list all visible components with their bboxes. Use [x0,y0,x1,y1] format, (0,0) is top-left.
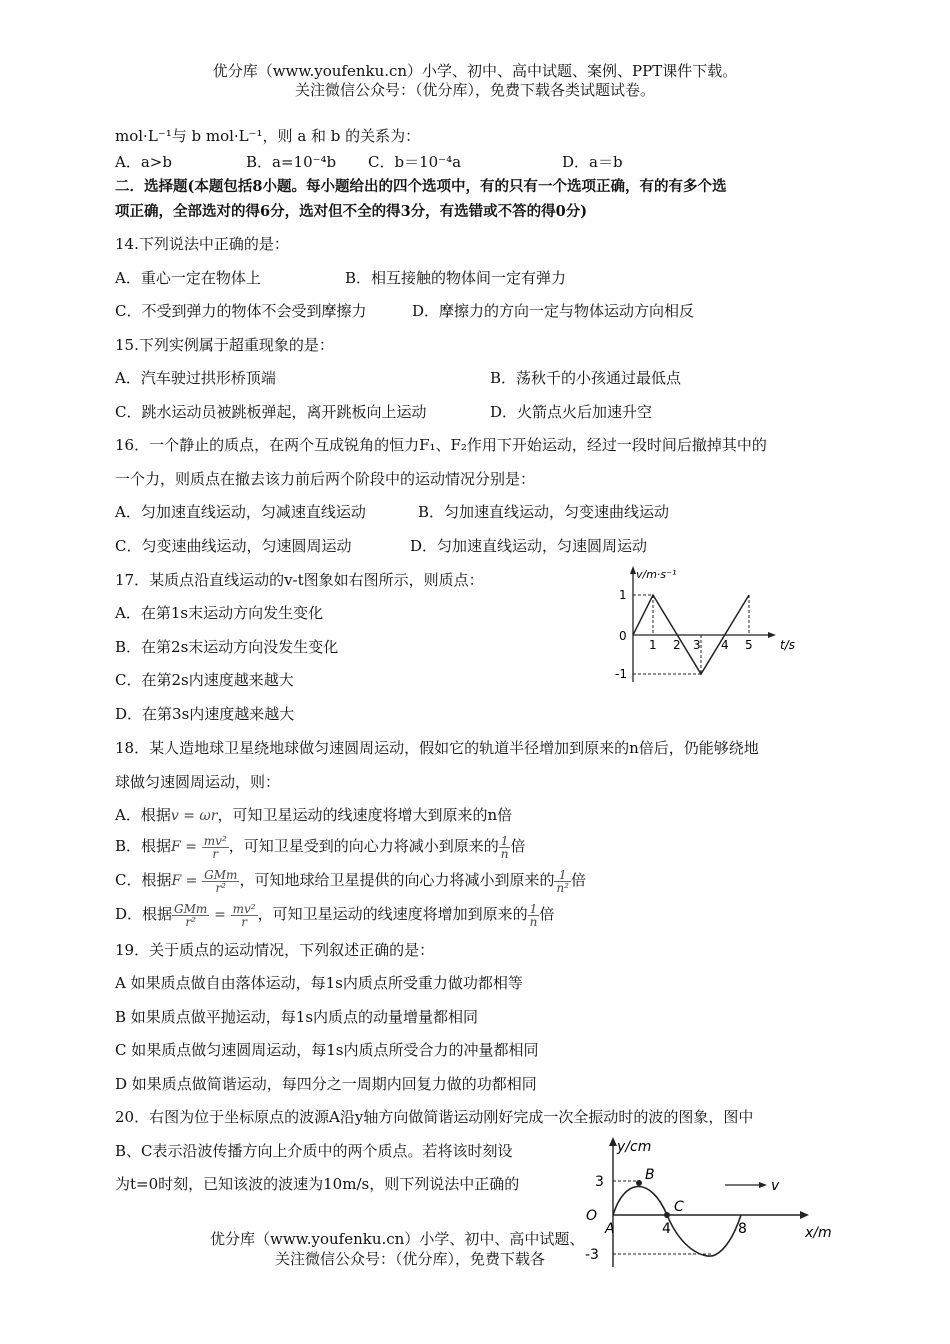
q18-b-fnum: 1 [499,835,511,848]
q18-b-fden: n [500,846,509,861]
q18-c-end: 倍 [571,871,587,889]
q17-x-tick-1: 1 [649,638,657,652]
q20-tick-m3: -3 [585,1247,599,1263]
q19-stem: 19．关于质点的运动情况，下列叙述正确的是： [115,941,435,959]
q20-velocity-arrowhead [759,1182,767,1188]
q15-option-d: D．火箭点火后加速升空 [490,403,653,421]
q18-c-suffix: ，可知地球给卫星提供的向心力将减小到原来的 [239,871,555,889]
prev-question-line: mol·L⁻¹与 b mol·L⁻¹，则 a 和 b 的关系为： [115,127,421,145]
footer-line-1: 优分库（www.youfenku.cn）小学、初中、高中试题、 [210,1230,585,1248]
header-line-2: 关注微信公众号：（优分库），免费下载各类试题试卷。 [294,81,655,99]
q17-x-tick-5: 5 [745,638,753,652]
q18-c-den: r² [215,880,227,895]
q15-option-c: C．跳水运动员被跳板弹起，离开跳板向上运动 [115,403,427,421]
q20-tick-4: 4 [662,1221,671,1237]
q20-point-a-label: A [605,1221,615,1237]
q17-option-b: B．在第2s末运动方向没发生变化 [115,638,339,656]
q20-velocity-label: v [771,1178,780,1194]
q18-c-fnum: 1 [554,869,571,882]
prev-option-d: D．a＝b [562,153,623,171]
q18-d-suffix: ，可知卫星运动的线速度将增加到原来的 [257,905,528,923]
q20-stem-line-1: 20．右图为位于坐标原点的波源A沿y轴方向做简谐运动刚好完成一次全振动时的波的图象，图中 [115,1108,754,1126]
footer-line-2: 关注微信公众号：（优分库），免费下载各 [275,1250,546,1268]
q16-option-b: B．匀加速直线运动，匀变速曲线运动 [418,503,670,521]
section-heading-line-1: 二．选择题(本题包括8小题。每小题给出的四个选项中，有的只有一个选项正确，有的有多个选 [115,178,727,195]
q18-a-suffix: ，可知卫星运动的线速度将增大到原来的n倍 [217,806,513,824]
q17-origin-label: 0 [619,629,627,643]
q18-d-prefix: D．根据 [115,905,173,923]
q20-x-label: x/m [805,1225,832,1241]
q18-d-num2: mv² [232,901,256,916]
prev-option-c: C．b＝10⁻⁴a [368,153,462,171]
q19-option-c: C 如果质点做匀速圆周运动，每1s内质点所受合力的冲量都相同 [115,1041,539,1059]
q14-stem: 14.下列说法中正确的是： [115,235,289,253]
q14-option-d: D．摩擦力的方向一定与物体运动方向相反 [412,302,695,320]
q18-b-suffix: ，可知卫星受到的向心力将减小到原来的 [228,837,499,855]
q18-option-a [115,805,512,826]
section-heading-line-2: 项正确，全部选对的得6分，选对但不全的得3分，有选错或不答的得0分) [115,203,588,220]
q18-stem-line-1: 18．某人造地球卫星绕地球做匀速圆周运动，假如它的轨道半径增加到原来的n倍后，仍能够绕地 [115,739,759,757]
prev-option-b: B．a=10⁻⁴b [246,153,337,171]
q17-option-a: A．在第1s末运动方向发生变化 [115,604,324,622]
q19-option-b: B 如果质点做平抛运动，每1s内质点的动量增量都相同 [115,1008,479,1026]
q16-option-d: D．匀加速直线运动，匀速圆周运动 [410,537,648,555]
q18-d-end: 倍 [539,905,555,923]
q15-stem: 15.下列实例属于超重现象的是： [115,336,334,354]
q17-x-tick-4: 4 [721,638,729,652]
q17-option-c: C．在第2s内速度越来越大 [115,671,294,689]
q20-stem-line-2: B、C表示沿波传播方向上介质中的两个质点。若将该时刻设 [115,1142,513,1160]
q18-option-b [115,832,525,861]
q14-option-b: B．相互接触的物体间一定有弹力 [345,269,567,287]
q18-c-fden: n² [556,880,569,895]
q17-y-tick-neg: -1 [615,667,627,681]
q18-d-den2: r [241,914,247,929]
q17-x-axis-arrow [768,632,776,638]
q18-d-rhs-fraction [231,903,258,928]
prev-option-a: A．a>b [115,153,172,171]
q17-x-tick-3: 3 [693,638,701,652]
q16-stem-line-1: 16．一个静止的质点，在两个互成锐角的恒力F₁、F₂作用下开始运动，经过一段时间后撤掉其中的 [115,436,767,454]
q18-b-ratio-fraction [499,835,511,860]
q18-d-ratio-fraction [528,903,540,928]
q17-x-tick-2: 2 [673,638,681,652]
q17-option-d: D．在第3s内速度越来越大 [115,705,295,723]
q20-point-b [636,1180,642,1186]
q15-option-b: B．荡秋千的小孩通过最低点 [490,369,682,387]
q18-c-formula-fraction [202,869,239,894]
q18-c-lhs: F = [171,873,198,889]
q20-y-label: y/cm [617,1139,652,1155]
q17-stem: 17．某质点沿直线运动的v-t图象如右图所示，则质点： [115,571,484,589]
q17-vt-graph [612,562,808,688]
q20-tick-3: 3 [595,1174,604,1190]
q20-point-b-label: B [645,1167,655,1183]
q20-point-c [664,1212,670,1218]
q18-d-equals: = [214,907,226,923]
q18-d-fden: n [529,914,538,929]
page-header [0,62,950,100]
q14-option-a: A．重心一定在物体上 [115,269,261,287]
q18-d-num1: GMm [174,901,208,916]
q20-origin-label: O [586,1208,598,1224]
q14-option-c: C．不受到弹力的物体不会受到摩擦力 [115,302,367,320]
q18-b-end: 倍 [510,837,526,855]
q19-option-a: A 如果质点做自由落体运动，每1s内质点所受重力做功都相等 [115,974,523,992]
q20-stem-line-3: 为t=0时刻，已知该波的波速为10m/s，则下列说法中正确的 [115,1175,520,1193]
q18-a-prefix: A．根据 [115,806,171,824]
q18-b-num: mv² [203,833,227,848]
q18-b-den: r [212,846,219,861]
q18-option-c [115,866,586,895]
q18-b-formula-fraction [202,835,229,860]
q20-wave-curve [613,1187,741,1257]
q18-a-formula: v = ωr [170,808,218,824]
q15-option-a: A．汽车驶过拱形桥顶端 [115,369,276,387]
q18-d-lhs-fraction [172,903,209,928]
q20-y-axis-arrow [609,1137,617,1146]
q20-x-axis-arrow [800,1211,809,1219]
q18-c-ratio-fraction [554,869,571,894]
q18-stem-line-2: 球做匀速圆周运动，则： [115,773,281,791]
q20-wave-graph [583,1133,843,1273]
q20-point-c-label: C [674,1199,684,1215]
q19-option-d: D 如果质点做简谐运动，每四分之一周期内回复力做的功都相同 [115,1075,537,1093]
q18-b-prefix: B．根据 [115,837,172,855]
header-line-1: 优分库（www.youfenku.cn）小学、初中、高中试题、案例、PPT课件下载。 [212,62,738,80]
q20-tick-8: 8 [738,1221,747,1237]
q18-option-d [115,900,554,929]
q16-option-c: C．匀变速曲线运动，匀速圆周运动 [115,537,352,555]
q18-d-den1: r² [185,914,196,929]
q16-stem-line-2: 一个力，则质点在撤去该力前后两个阶段中的运动情况分别是： [115,470,536,488]
q16-option-a: A．匀加速直线运动，匀减速直线运动 [115,503,366,521]
q18-c-num: GMm [204,867,238,882]
q17-y-tick-pos: 1 [619,588,627,602]
q18-d-fnum: 1 [528,903,540,916]
q18-c-prefix: C．根据 [115,871,172,889]
q18-b-lhs: F = [171,839,197,855]
q17-x-label: t/s [780,638,795,652]
q17-y-label: v/m·s⁻¹ [636,568,677,581]
